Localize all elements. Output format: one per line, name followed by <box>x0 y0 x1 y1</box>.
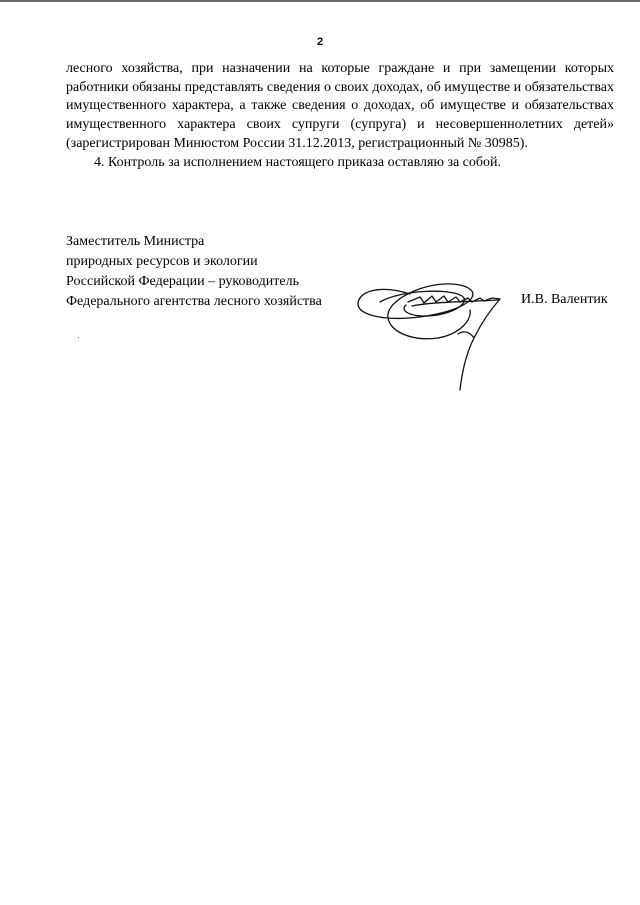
paragraph-4: 4. Контроль за исполнением настоящего приказа оставляю за собой. <box>94 154 502 170</box>
signer-name: И.В. Валентик <box>521 292 608 307</box>
signatory-title-line: Российской Федерации – руководитель <box>66 274 299 289</box>
signatory-title-line: Федерального агентства лесного хозяйства <box>66 294 322 309</box>
paragraph-continuation: лесного хозяйства, при назначении на которые граждане и при замещении которых работники обязаны представлять сведения о своих доходах, об имуществе и обязательствах имущественного характера, а также сведения о доходах, об имуществе и обязательствах имущественного характера своих супруги (супруга) и несовершеннолетних детей» (зарегистрирован Минюстом России 31.12.2013, регистрационный № 30985). <box>66 61 614 151</box>
top-border-line <box>0 0 640 2</box>
document-body <box>66 60 614 172</box>
page-number: 2 <box>316 36 324 48</box>
scan-speck <box>78 337 79 338</box>
signatory-title <box>66 232 322 312</box>
handwritten-signature <box>350 272 520 402</box>
signatory-title-line: природных ресурсов и экологии <box>66 254 258 269</box>
signatory-title-line: Заместитель Министра <box>66 234 205 249</box>
